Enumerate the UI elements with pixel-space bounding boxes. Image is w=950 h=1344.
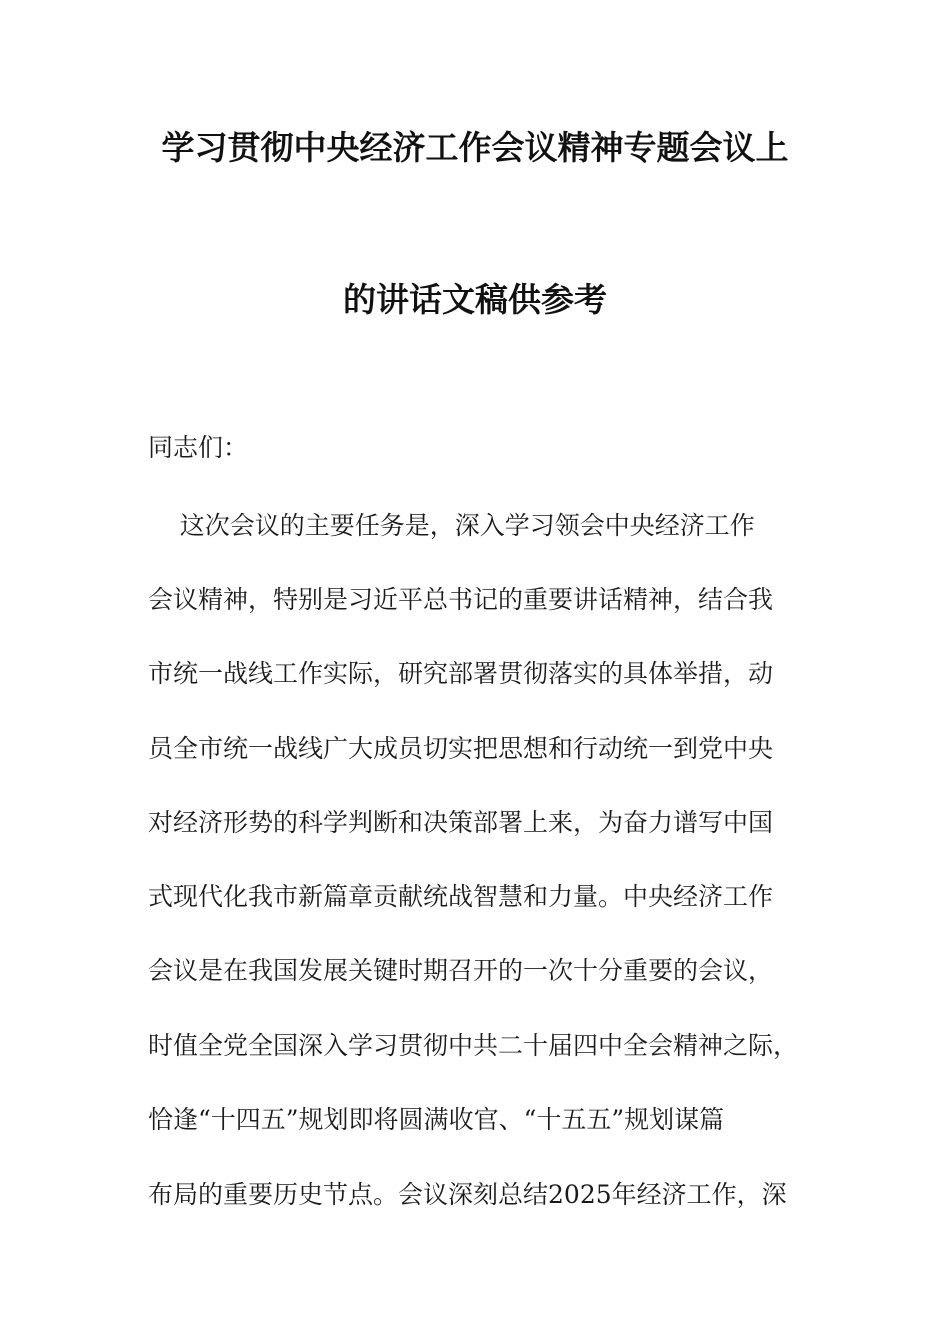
paragraph-line: 这次会议的主要任务是，深入学习领会中央经济工作 (148, 511, 755, 540)
paragraph-line: 市统一战线工作实际，研究部署贯彻落实的具体举措，动 (148, 659, 774, 688)
paragraph-line: 会议精神，特别是习近平总书记的重要讲话精神，结合我 (148, 585, 774, 614)
paragraph-line: 员全市统一战线广大成员切实把思想和行动统一到党中央 (148, 734, 774, 763)
paragraph-line: 式现代化我市新篇章贡献统战智慧和力量。中央经济工作 (148, 882, 774, 911)
document-title-line-2: 的讲话文稿供参考 (343, 280, 607, 319)
paragraph-line: 会议是在我国发展关键时期召开的一次十分重要的会议， (148, 956, 774, 985)
paragraph-line: 恰逢“十四五”规划即将圆满收官、“十五五”规划谋篇 (148, 1105, 725, 1134)
salutation: 同志们： (148, 433, 249, 462)
paragraph-line: 对经济形势的科学判断和决策部署上来，为奋力谱写中国 (148, 808, 774, 837)
document-title-line-1: 学习贯彻中央经济工作会议精神专题会议上 (161, 128, 789, 167)
paragraph-line: 时值全党全国深入学习贯彻中共二十届四中全会精神之际， (148, 1031, 799, 1060)
paragraph-line: 布局的重要历史节点。会议深刻总结2025年经济工作，深 (148, 1180, 787, 1209)
